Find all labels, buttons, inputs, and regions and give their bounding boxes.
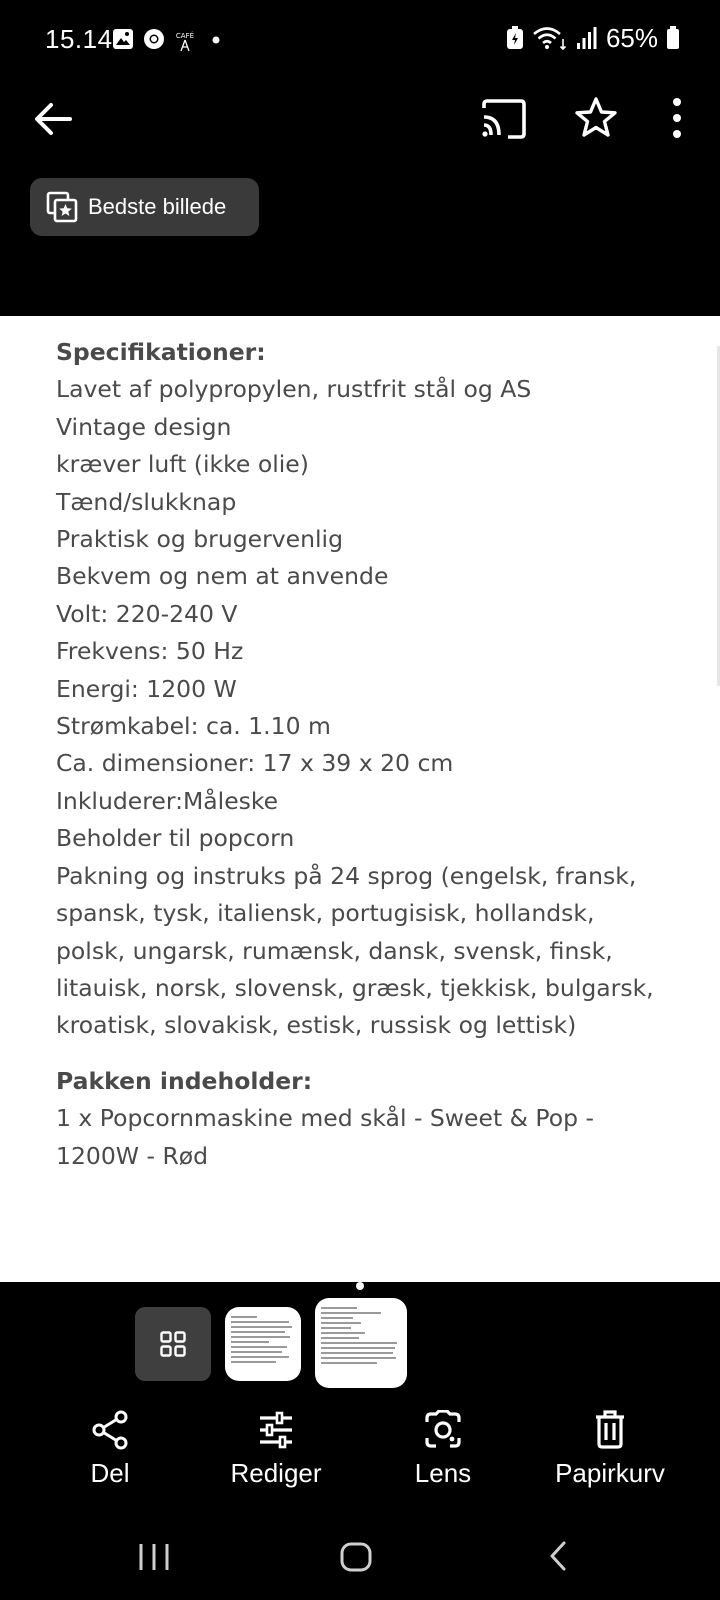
spec-line: Strømkabel: ca. 1.10 m (56, 712, 331, 741)
lens-label: Lens (414, 1458, 472, 1488)
cast-icon[interactable] (480, 98, 528, 140)
spec-line: Pakning og instruks på 24 sprog (engelsk, fransk, (56, 861, 637, 890)
thumb-text-line (321, 1337, 359, 1339)
best-photo-button[interactable] (30, 178, 259, 236)
spec-line: Vintage design (56, 412, 232, 441)
chrome-icon (143, 28, 165, 50)
lens-button[interactable] (363, 1410, 523, 1489)
grid-view-icon (160, 1331, 186, 1357)
star-icon[interactable] (574, 96, 618, 140)
lens-icon (424, 1410, 462, 1450)
thumb-text-line (231, 1346, 287, 1348)
cafe-icon (173, 30, 197, 52)
thumb-text-line (321, 1307, 357, 1309)
nav-back-icon[interactable] (548, 1540, 568, 1572)
photo-view[interactable] (0, 316, 720, 1282)
spec-line: Volt: 220-240 V (56, 599, 238, 628)
spec-line: Frekvens: 50 Hz (56, 637, 244, 666)
trash-icon (591, 1410, 629, 1450)
share-button[interactable] (30, 1410, 190, 1489)
paragraph-gap (56, 1045, 676, 1063)
system-nav-bar (0, 1520, 720, 1600)
spec-line: Lavet af polypropylen, rustfrit stål og AS (56, 375, 532, 404)
edit-button[interactable] (196, 1410, 356, 1489)
battery-level: 65% (605, 22, 658, 53)
spec-line: Tænd/slukknap (56, 487, 237, 516)
thumb-text-line (231, 1341, 269, 1343)
current-position-dot (356, 1282, 364, 1290)
trash-label: Papirkurv (555, 1458, 665, 1488)
thumb-text-line (321, 1327, 351, 1329)
svg-text:CAFÉ: CAFÉ (175, 32, 195, 40)
best-photo-icon (46, 191, 78, 223)
thumb-text-line (321, 1357, 396, 1359)
share-label: Del (90, 1458, 130, 1488)
back-arrow-icon[interactable] (30, 96, 76, 142)
spec-line: litauisk, norsk, slovensk, græsk, tjekkisk, bulgarsk, (56, 973, 654, 1002)
home-icon[interactable] (340, 1542, 372, 1572)
status-time: 15.14 (45, 24, 113, 54)
spec-line: polsk, ungarsk, rumænsk, dansk, svensk, finsk, (56, 936, 613, 965)
thumb-text-line (321, 1347, 395, 1349)
thumb-text-line (231, 1361, 276, 1363)
thumbnail[interactable] (225, 1307, 301, 1381)
edit-label: Rediger (230, 1458, 322, 1488)
thumb-text-line (321, 1352, 393, 1354)
spec-line: Bekvem og nem at anvende (56, 562, 389, 591)
thumb-text-line (231, 1326, 292, 1328)
spec-line: Praktisk og brugervenlig (56, 525, 344, 554)
battery-saver-icon (506, 26, 524, 50)
thumb-text-line (321, 1312, 381, 1314)
thumb-text-line (231, 1351, 282, 1353)
tune-icon (257, 1410, 295, 1450)
status-bar (0, 0, 720, 80)
action-bar (0, 1410, 720, 1500)
thumb-text-line (231, 1331, 285, 1333)
thumb-text-line (321, 1322, 361, 1324)
spec-line: Inkluderer:Måleske (56, 786, 279, 815)
share-icon (91, 1410, 129, 1450)
package-line: 1200W - Rød (56, 1141, 209, 1170)
status-right (506, 22, 680, 54)
thumb-text-line (321, 1342, 397, 1344)
gallery-icon (112, 28, 134, 50)
thumb-text-line (321, 1362, 377, 1364)
best-photo-label: Bedste billede (88, 194, 227, 219)
battery-icon (666, 26, 680, 50)
trash-button[interactable] (530, 1410, 690, 1489)
recent-apps-icon[interactable] (138, 1542, 170, 1572)
document-text (56, 334, 676, 1175)
spec-line: kroatisk, slovakisk, estisk, russisk og lettisk) (56, 1011, 577, 1040)
thumb-text-line (231, 1316, 257, 1318)
spec-heading: Specifikationer: (56, 338, 266, 366)
wifi-icon (532, 25, 568, 51)
thumb-text-line (321, 1317, 353, 1319)
more-vert-icon[interactable] (662, 96, 692, 140)
thumb-text-line (231, 1321, 289, 1323)
package-line: 1 x Popcornmaskine med skål - Sweet & Pop - (56, 1104, 594, 1133)
spec-line: Energi: 1200 W (56, 674, 237, 703)
grid-view-button[interactable] (135, 1307, 211, 1381)
thumbnail-current[interactable] (315, 1298, 407, 1388)
spec-line: kræver luft (ikke olie) (56, 450, 309, 479)
thumb-text-line (231, 1356, 289, 1358)
thumb-text-line (231, 1336, 290, 1338)
spec-line: spansk, tysk, italiensk, portugisisk, hollandsk, (56, 899, 595, 928)
package-heading: Pakken indeholder: (56, 1066, 313, 1095)
signal-icon (576, 26, 598, 50)
spec-line: Ca. dimensioner: 17 x 39 x 20 cm (56, 749, 454, 778)
filmstrip (0, 1282, 720, 1392)
thumb-text-line (321, 1332, 365, 1334)
spec-line: Beholder til popcorn (56, 824, 295, 853)
dot-icon (212, 36, 220, 44)
